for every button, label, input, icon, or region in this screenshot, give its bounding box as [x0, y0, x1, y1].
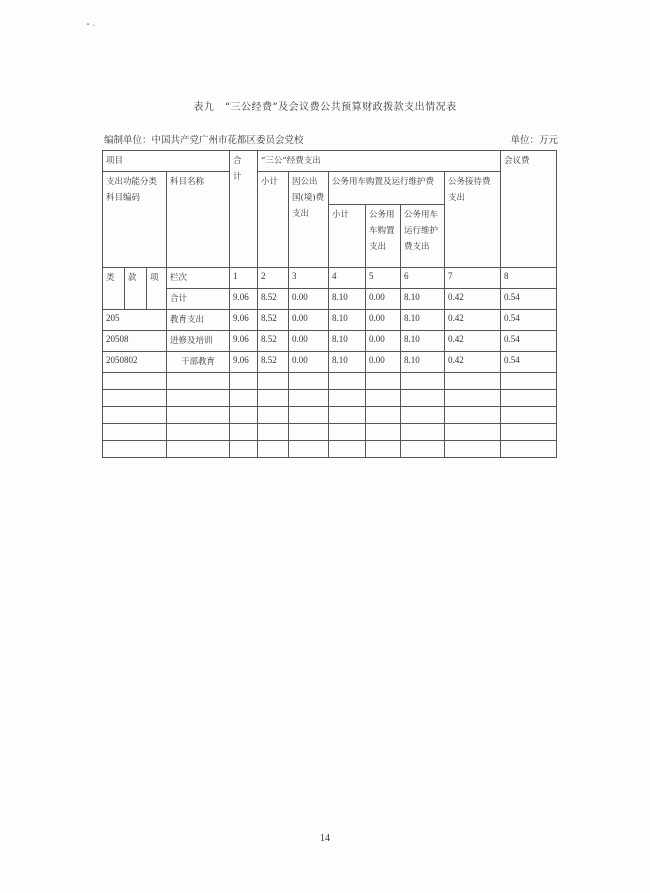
- table-title: 表九 “三公经费”及会议费公共预算财政拨款支出情况表: [193, 102, 457, 113]
- cell: 8.52: [258, 331, 289, 352]
- cell: 9.06: [230, 331, 258, 352]
- col-number: 1: [230, 268, 258, 289]
- cell: 0.00: [289, 352, 329, 373]
- cell: 0.54: [501, 289, 557, 310]
- cell: 8.10: [329, 352, 366, 373]
- expenditure-table: [102, 150, 557, 458]
- header-name: 科目名称: [167, 172, 230, 268]
- header-code: 支出功能分类科目编码: [103, 172, 167, 268]
- empty-row: [103, 373, 557, 390]
- col-number: 5: [366, 268, 401, 289]
- col-number: 4: [329, 268, 366, 289]
- header-car-buy: 公务用车购置支出: [366, 205, 401, 268]
- cell: 8.10: [329, 289, 366, 310]
- cell: 0.42: [445, 310, 501, 331]
- row-name: 教育支出: [167, 310, 230, 331]
- cell: 0.00: [366, 289, 401, 310]
- row-code: 20508: [103, 331, 167, 352]
- header-car-run: 公务用车运行维护费支出: [401, 205, 445, 268]
- cell: 8.10: [329, 310, 366, 331]
- cell: 0.00: [289, 331, 329, 352]
- page-number: 14: [320, 833, 330, 844]
- cell: 0.00: [289, 310, 329, 331]
- header-meeting: 会议费: [501, 151, 557, 268]
- cell: 0.00: [366, 310, 401, 331]
- cell: 0.42: [445, 352, 501, 373]
- col-number: 3: [289, 268, 329, 289]
- cell: 9.06: [230, 289, 258, 310]
- header-lei: 类: [103, 268, 125, 310]
- header-car-subtotal: 小计: [329, 205, 366, 268]
- row-name: 合计: [167, 289, 230, 310]
- header-sangong: “三公”经费支出: [258, 151, 501, 172]
- cell: 8.10: [401, 289, 445, 310]
- cell: 8.52: [258, 352, 289, 373]
- empty-row: [103, 424, 557, 441]
- cell: 9.06: [230, 352, 258, 373]
- table-row: [103, 289, 557, 310]
- cell: 0.54: [501, 310, 557, 331]
- cell: 0.00: [366, 352, 401, 373]
- header-xiang: 项: [147, 268, 167, 310]
- table-row: [103, 331, 557, 352]
- cell: 0.54: [501, 352, 557, 373]
- cell: 0.42: [445, 289, 501, 310]
- scan-mark: ⁃ ˴: [86, 20, 96, 29]
- cell: 8.10: [329, 331, 366, 352]
- cell: 0.54: [501, 331, 557, 352]
- cell: 0.00: [289, 289, 329, 310]
- header-abroad: 因公出国(境)费支出: [289, 172, 329, 268]
- cell: 8.10: [401, 352, 445, 373]
- col-number: 8: [501, 268, 557, 289]
- table-row: [103, 352, 557, 373]
- cell: 9.06: [230, 310, 258, 331]
- header-item: 项目: [103, 151, 230, 172]
- col-number: 7: [445, 268, 501, 289]
- col-number: 2: [258, 268, 289, 289]
- row-code: 2050802: [103, 352, 167, 373]
- cell: 8.52: [258, 289, 289, 310]
- cell: 8.52: [258, 310, 289, 331]
- header-reception: 公务接待费支出: [445, 172, 501, 268]
- unit-label: 单位：万元: [510, 135, 558, 146]
- cell: 0.00: [366, 331, 401, 352]
- row-name: 进修及培训: [167, 331, 230, 352]
- header-total: 合 计: [230, 151, 258, 268]
- empty-row: [103, 441, 557, 458]
- header-car: 公务用车购置及运行维护费: [329, 172, 445, 205]
- row-name: 干部教育: [167, 352, 230, 373]
- cell: 0.42: [445, 331, 501, 352]
- col-number: 6: [401, 268, 445, 289]
- table-row: [103, 310, 557, 331]
- header-lanci: 栏次: [167, 268, 230, 289]
- header-kuan: 款: [125, 268, 147, 310]
- organization-label: 编制单位：中国共产党广州市花都区委员会党校: [104, 135, 304, 146]
- cell: 8.10: [401, 310, 445, 331]
- cell: 8.10: [401, 331, 445, 352]
- empty-row: [103, 407, 557, 424]
- empty-row: [103, 390, 557, 407]
- row-code: 205: [103, 310, 167, 331]
- header-subtotal: 小计: [258, 172, 289, 268]
